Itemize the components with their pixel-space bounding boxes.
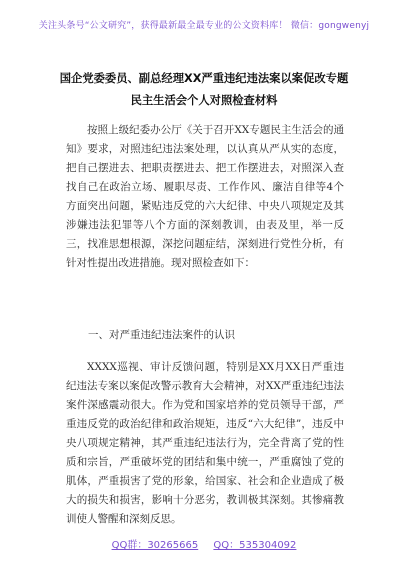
- intro-paragraph: 按照上级纪委办公厅《关于召开XX专题民主生活会的通知》要求，对照违纪违法案处理，以认真从严从实的态度，把自己摆进去、把职责摆进去、把工作摆进去，对照深入查找自己在政治立场、履职尽责、工作作风、廉洁自律等4个方面突出问题，紧贴违反党的六大纪律、中央八项规定及其涉嫌违法犯罪等八个方面的深刻教训，由表及里，举一反三，找准思想根源，深挖问题症结，深刻进行党性分析，有针对性提出改进措施。现对照检查如下：: [66, 124, 344, 269]
- document-title-line1: 国企党委委员、副总经理XX严重违纪违法案以案促改专题: [59, 72, 349, 85]
- promo-banner: 关注头条号“公文研究”，获得最新最全最专业的公文资料库！ 微信：gongwenyj: [38, 21, 370, 31]
- section-paragraph: XXXX巡视、审计反馈问题，特别是XX月XX日严重违纪违法专案以案促改警示教育大会精神，对XX严重违纪违法案件深感震动很大。作为党和国家培养的党员领导干部，严重违反党的政治纪律和政治规矩，违反“六大纪律”，违反中央八项规定精神，其严重违纪违法行为，完全背离了党的性质和宗旨，严重破坏党的团结和集中统一，严重腐蚀了党的肌体，严重损害了党的形象，给国家、社会和企业造成了极大的损失和损害，影响十分恶劣，教训极其深刻。其惨痛教训使人警醒和深刻反思。: [66, 361, 344, 525]
- section-heading: 一、对严重违纪违法案件的认识: [88, 329, 235, 341]
- qq-group-link[interactable]: QQ群：30265665: [111, 540, 199, 551]
- footer-contact: [0, 536, 408, 551]
- document-title-line2: 民主生活会个人对照检查材料: [130, 94, 278, 107]
- qq-contact-link[interactable]: QQ：535304092: [213, 540, 297, 551]
